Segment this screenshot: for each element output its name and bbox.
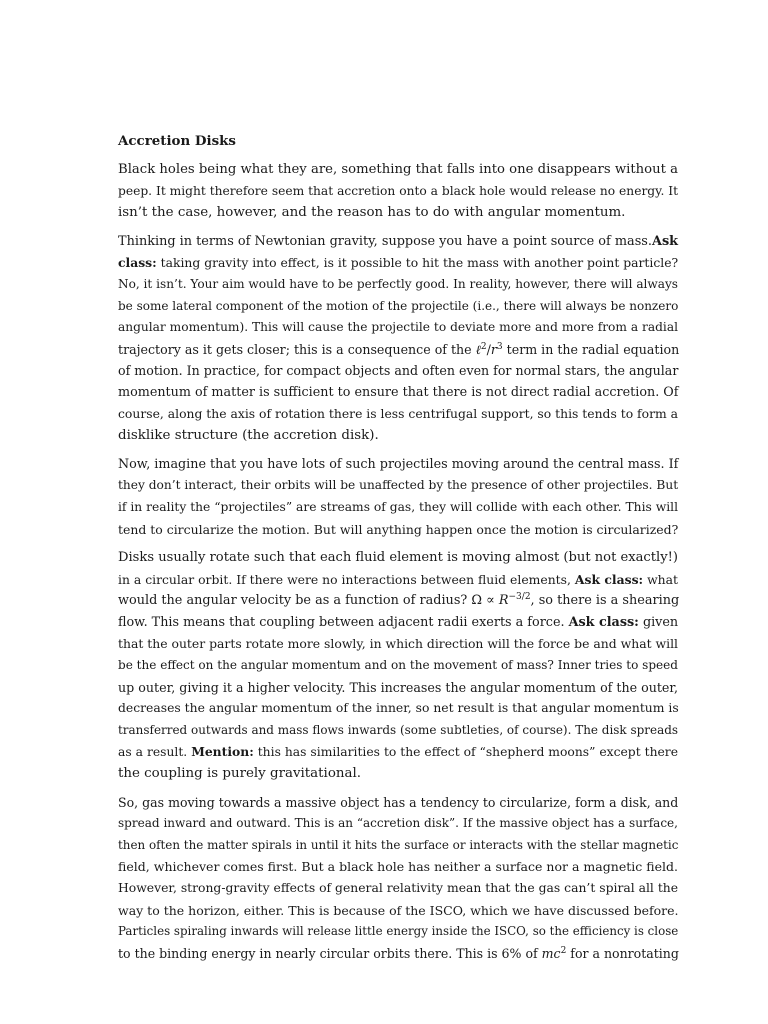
text-line: of motion. In practice, for compact objects and often even for normal stars, the angular <box>118 363 679 379</box>
body-text <box>118 159 678 964</box>
text-line: the coupling is purely gravitational. <box>118 766 362 782</box>
bold-keyword: class: <box>118 255 157 271</box>
paragraph <box>118 454 678 540</box>
text-line: be some lateral component of the motion of the projectile (i.e., there will always be nonzero <box>118 298 679 313</box>
text-line: class: taking gravity into effect, is it possible to hit the mass with another point particle? <box>118 255 679 271</box>
text-line: that the outer parts rotate more slowly, in which direction will the force be and what will <box>118 636 678 652</box>
text-line: peep. It might therefore seem that accretion onto a black hole would release no energy. It <box>118 183 678 198</box>
text-line: in a circular orbit. If there were no interactions between fluid elements, Ask class: what <box>118 571 678 587</box>
text-line: spread inward and outward. This is an “accretion disk”. If the massive object has a surface, <box>118 816 679 831</box>
section-heading: Accretion Disks <box>118 133 236 149</box>
text-line: to the binding energy in nearly circular orbits there. This is 6% of $mc^2$ for a nonrotating <box>118 945 679 961</box>
text-line: transferred outwards and mass flows inwards (some subtleties, of course). The disk spreads <box>118 722 679 737</box>
bold-keyword: Ask <box>651 233 679 249</box>
text-line: if in reality the “projectiles” are streams of gas, they will collide with each other. This will <box>118 499 678 514</box>
bold-keyword: Ask class: <box>568 614 639 630</box>
document-page <box>118 131 678 971</box>
paragraph <box>118 159 678 224</box>
text-line: then often the matter spirals in until it hits the surface or interacts with the stellar magnetic <box>118 837 679 852</box>
math-symbol: R <box>498 593 509 609</box>
text-line: field, whichever comes first. But a black hole has neither a surface nor a magnetic field. <box>118 859 678 875</box>
superscript: −3/2 <box>508 592 531 603</box>
bold-keyword: Ask class: <box>574 571 644 587</box>
paragraph <box>118 231 678 447</box>
text-line: Black holes being what they are, something that falls into one disappears without a <box>118 162 678 177</box>
paragraph <box>118 792 678 965</box>
text-line: angular momentum). This will cause the projectile to deviate more and more from a radial <box>118 320 678 335</box>
text-line: So, gas moving towards a massive object has a tendency to circularize, form a disk, and <box>118 794 679 810</box>
text-line: be the effect on the angular momentum and on the movement of mass? Inner tries to speed <box>118 658 678 673</box>
text-line: way to the horizon, either. This is because of the ISCO, which we have discussed before. <box>118 902 679 918</box>
text-line: disklike structure (the accretion disk). <box>118 428 379 444</box>
text-line: No, it isn’t. Your aim would have to be perfectly good. In reality, however, there will always <box>118 276 678 291</box>
text-line: as a result. Mention: this has similarities to the effect of “shepherd moons” except there <box>118 744 678 760</box>
bold-keyword: Mention: <box>191 744 254 760</box>
text-line: momentum of matter is sufficient to ensure that there is not direct radial accretion. Of <box>118 384 679 400</box>
text-line: Particles spiraling inwards will release little energy inside the ISCO, so the efficiency is close <box>118 924 679 939</box>
math-symbol: r <box>490 341 497 357</box>
text-line: Now, imagine that you have lots of such projectiles moving around the central mass. If <box>118 456 679 472</box>
text-line: up outer, giving it a higher velocity. This increases the angular momentum of the outer, <box>118 679 679 695</box>
text-line: course, along the axis of rotation there is less centrifugal support, so this tends to form a <box>118 406 678 421</box>
text-line: isn’t the case, however, and the reason has to do with angular momentum. <box>118 205 626 221</box>
text-line: trajectory as it gets closer; this is a consequence of the $\ell^2/r^3$ term in the radial equation <box>118 341 680 357</box>
math-symbol: ℓ <box>475 341 481 357</box>
paragraph <box>118 547 678 785</box>
text-line: would the angular velocity be as a function of radius? $\Omega \propto R^{-3/2}$, so there is a shearing <box>118 592 680 609</box>
text-line: Disks usually rotate such that each fluid element is moving almost (but not exactly!) <box>118 550 678 566</box>
superscript: 3 <box>496 341 503 352</box>
text-line: they don’t interact, their orbits will be unaffected by the presence of other projectiles. But <box>118 478 679 493</box>
text-line: Thinking in terms of Newtonian gravity, suppose you have a point source of mass.Ask <box>118 233 679 249</box>
text-line: However, strong-gravity effects of general relativity mean that the gas can’t spiral all the <box>118 881 679 895</box>
superscript: 2 <box>560 945 567 956</box>
superscript: 2 <box>480 341 487 352</box>
text-line: decreases the angular momentum of the inner, so net result is that angular momentum is <box>118 701 679 716</box>
text-line: tend to circularize the motion. But will anything happen once the motion is circularized? <box>118 521 679 537</box>
math-symbol: mc <box>541 945 561 961</box>
text-line: flow. This means that coupling between adjacent radii exerts a force. Ask class: given <box>118 614 679 630</box>
